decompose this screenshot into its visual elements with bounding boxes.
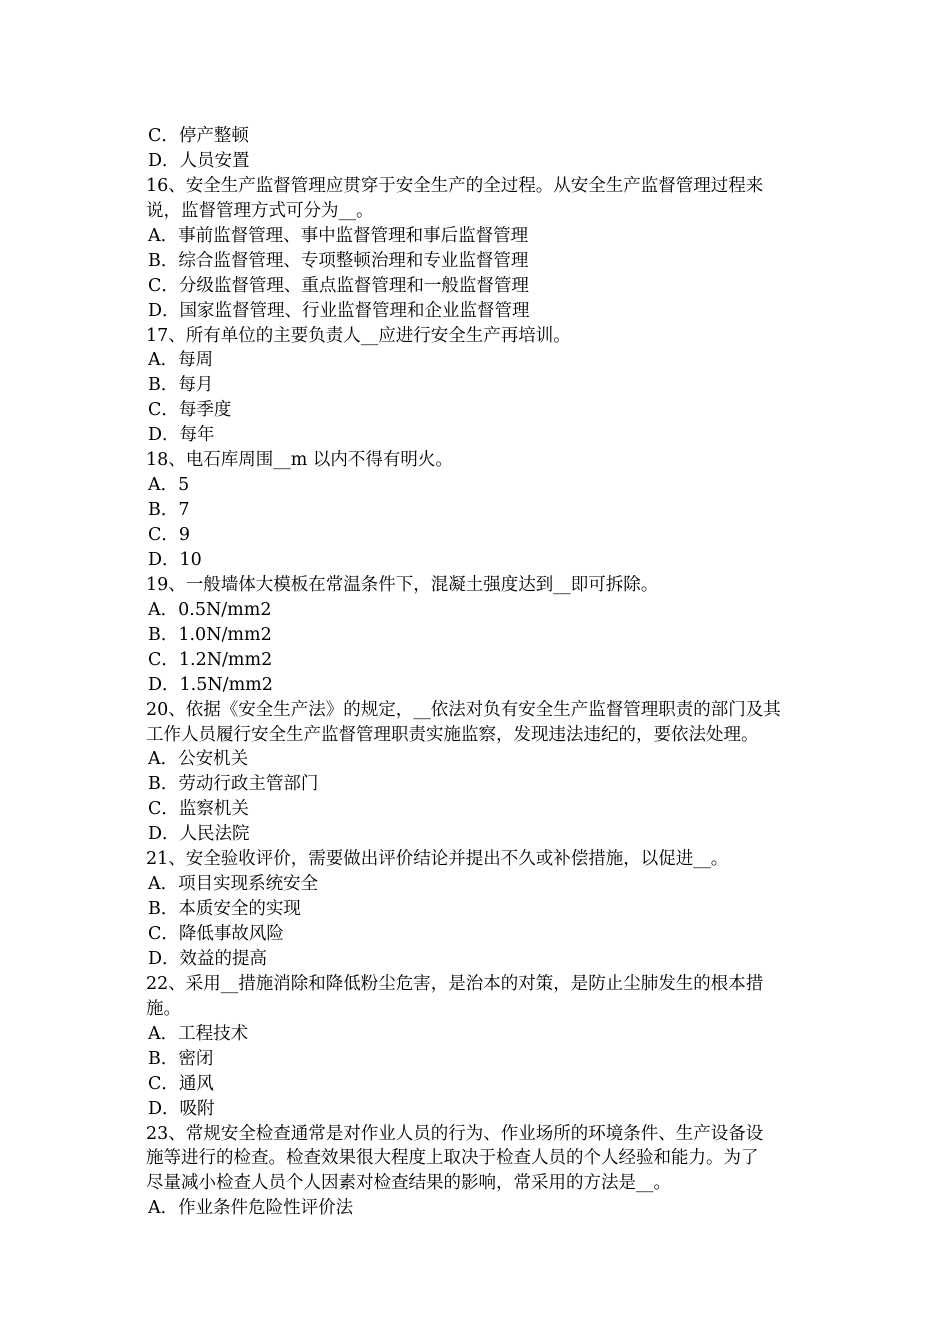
question-line: 23、常规安全检查通常是对作业人员的行为、作业场所的环境条件、生产设备设	[146, 1123, 764, 1144]
answer-option-line: B．本质安全的实现	[148, 899, 301, 920]
answer-option-line: C．停产整顿	[148, 126, 249, 146]
question-line: 施。	[146, 998, 181, 1019]
question-line: 尽量减小检查人员个人因素对检查结果的影响，常采用的方法是__。	[146, 1173, 671, 1194]
answer-option-line: B．劳动行政主管部门	[148, 774, 319, 795]
question-line: 施等进行的检查。检查效果很大程度上取决于检查人员的个人经验和能力。为了	[146, 1148, 759, 1169]
answer-option-line: A．项目实现系统安全	[148, 874, 319, 895]
answer-option-line: D．1.5N/mm2	[148, 674, 273, 695]
answer-option-line: D．人民法院	[148, 824, 250, 845]
answer-option-line: C．分级监督管理、重点监督管理和一般监督管理	[148, 275, 529, 296]
answer-option-line: D．人员安置	[148, 150, 250, 171]
answer-option-line: A．事前监督管理、事中监督管理和事后监督管理	[148, 225, 529, 246]
answer-option-line: C．通风	[148, 1073, 214, 1094]
answer-option-line: C．降低事故风险	[148, 924, 284, 944]
question-line: 18、电石库周围__m 以内不得有明火。	[146, 450, 453, 471]
question-line: 工作人员履行安全生产监督管理职责实施监察，发现违法违纪的，要依法处理。	[146, 724, 759, 745]
answer-option-line: D．每年	[148, 425, 215, 446]
question-line: 22、采用__措施消除和降低粉尘危害，是治本的对策，是防止尘肺发生的根本措	[146, 973, 764, 994]
answer-option-line: B．每月	[148, 375, 214, 396]
answer-option-line: A．作业条件危险性评价法	[148, 1198, 354, 1219]
answer-option-line: D．吸附	[148, 1098, 215, 1119]
answer-option-line: C．9	[148, 525, 191, 545]
answer-option-line: B．密闭	[148, 1048, 214, 1069]
answer-option-line: D．效益的提高	[148, 948, 268, 969]
answer-option-line: C．1.2N/mm2	[148, 649, 273, 670]
question-line: 19、一般墙体大模板在常温条件下，混凝土强度达到__即可拆除。	[146, 574, 659, 595]
answer-option-line: B．7	[148, 500, 190, 521]
question-line: 说，监督管理方式可分为__。	[146, 200, 374, 221]
question-line: 20、依据《安全生产法》的规定，__依法对负有安全生产监督管理职责的部门及其	[146, 699, 781, 720]
answer-option-line: B．1.0N/mm2	[148, 624, 272, 645]
question-line: 21、安全验收评价，需要做出评价结论并提出不久或补偿措施，以促进__。	[146, 849, 729, 870]
question-line: 16、安全生产监督管理应贯穿于安全生产的全过程。从安全生产监督管理过程来	[146, 175, 764, 196]
answer-option-line: A．公安机关	[148, 749, 249, 770]
answer-option-line: A．0.5N/mm2	[148, 599, 272, 620]
answer-option-line: B．综合监督管理、专项整顿治理和专业监督管理	[148, 250, 529, 271]
answer-option-line: A．每周	[148, 350, 214, 371]
answer-option-line: A．工程技术	[148, 1023, 249, 1044]
question-text-block	[146, 124, 816, 1221]
answer-option-line: D．10	[148, 549, 202, 570]
answer-option-line: D．国家监督管理、行业监督管理和企业监督管理	[148, 300, 530, 321]
answer-option-line: A．5	[148, 475, 190, 496]
answer-option-line: C．每季度	[148, 400, 232, 421]
answer-option-line: C．监察机关	[148, 799, 249, 820]
question-line: 17、所有单位的主要负责人__应进行安全生产再培训。	[146, 325, 571, 346]
